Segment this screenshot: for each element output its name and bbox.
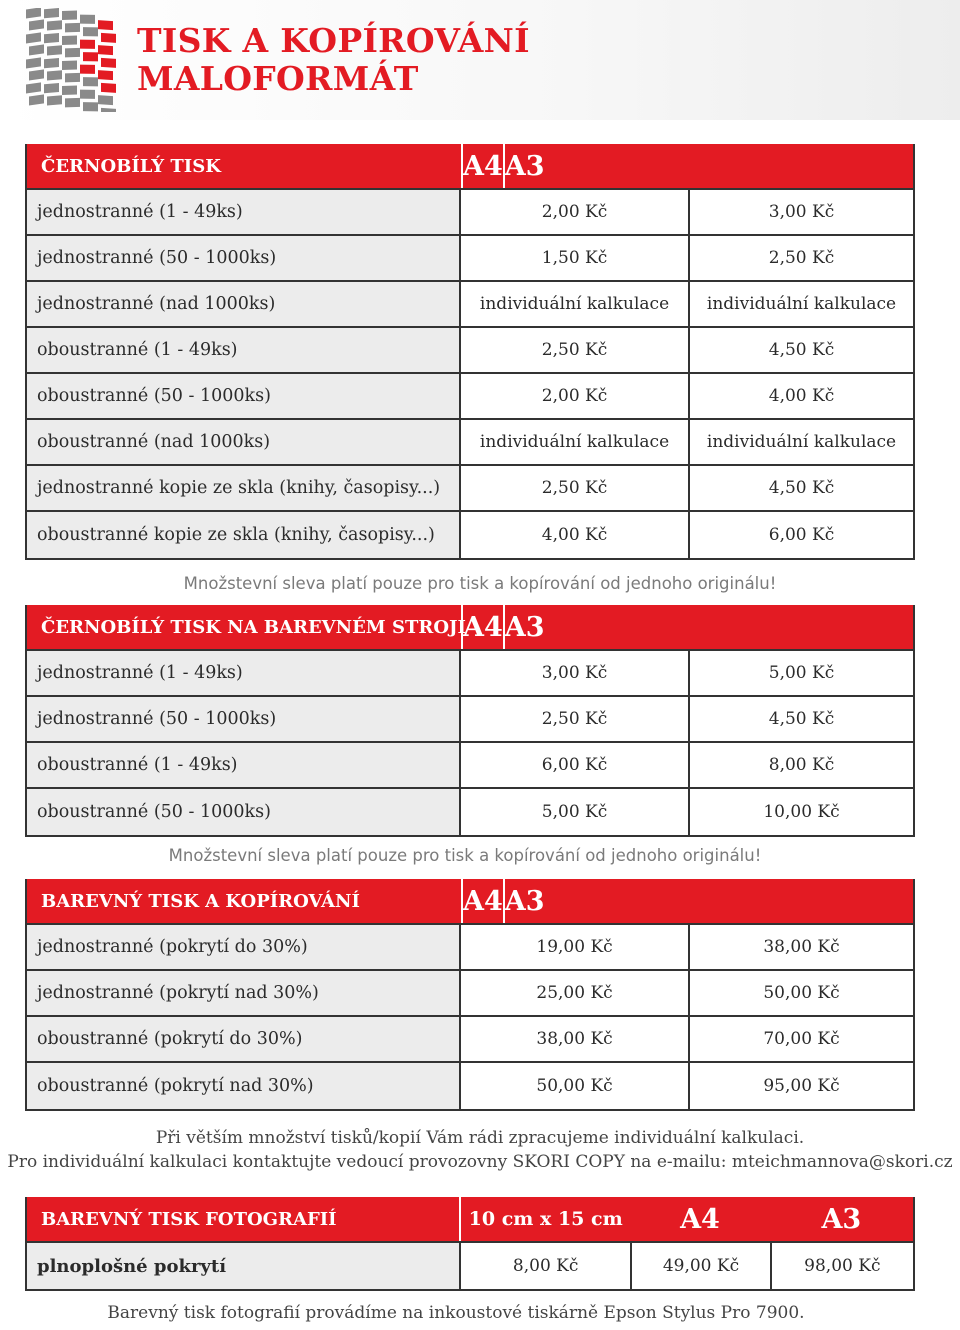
price-a3: 4,50 Kč <box>688 466 913 510</box>
photo-print-table <box>25 1197 915 1291</box>
contact-note: Pro individuální kalkulaci kontaktujte vedoucí provozovny SKORI COPY na e-mailu: mteichmannova@skori.cz <box>7 1152 953 1172</box>
col-a3-header: A3 <box>503 605 545 649</box>
price-10x15: 8,00 Kč <box>459 1243 630 1289</box>
table-row <box>27 925 913 971</box>
price-a3: individuální kalkulace <box>688 420 913 464</box>
row-label: oboustranné (pokrytí nad 30%) <box>27 1063 459 1109</box>
price-a4: 3,00 Kč <box>459 651 688 695</box>
row-label: oboustranné (pokrytí do 30%) <box>27 1017 459 1061</box>
price-a3: 38,00 Kč <box>688 925 913 969</box>
col-a3-header: A3 <box>821 1203 862 1235</box>
price-a4: 2,00 Kč <box>459 190 688 234</box>
table-row <box>27 743 913 789</box>
printer-note: Barevný tisk fotografií provádíme na inkoustové tiskárně Epson Stylus Pro 7900. <box>107 1303 805 1323</box>
section-heading: ČERNOBÍLÝ TISK <box>41 155 221 177</box>
row-label: oboustranné (1 - 49ks) <box>27 743 459 787</box>
table-row <box>27 1017 913 1063</box>
row-label: plnoplošné pokrytí <box>27 1243 459 1289</box>
price-a3: 95,00 Kč <box>688 1063 913 1109</box>
price-a4: 2,00 Kč <box>459 374 688 418</box>
price-a4: 4,00 Kč <box>459 512 688 558</box>
price-a3: 8,00 Kč <box>688 743 913 787</box>
page-title <box>137 22 530 98</box>
price-a4: 2,50 Kč <box>459 328 688 372</box>
title-line-1: TISK A KOPÍROVÁNÍ <box>137 21 530 60</box>
row-label: oboustranné (nad 1000ks) <box>27 420 459 464</box>
table-row <box>27 971 913 1017</box>
section-heading: ČERNOBÍLÝ TISK NA BAREVNÉM STROJI <box>41 616 466 638</box>
table-row <box>27 1063 913 1109</box>
price-a4: 2,50 Kč <box>459 466 688 510</box>
price-a3: 98,00 Kč <box>770 1243 913 1289</box>
price-a4: 49,00 Kč <box>630 1243 769 1289</box>
price-a3: 4,00 Kč <box>688 374 913 418</box>
price-a4: individuální kalkulace <box>459 282 688 326</box>
col-a4-header: A4 <box>461 605 503 649</box>
individual-quote-note: Při větším množství tisků/kopií Vám rádi zpracujeme individuální kalkulaci. <box>155 1128 805 1148</box>
section-heading: BAREVNÝ TISK FOTOGRAFIÍ <box>41 1208 337 1230</box>
price-a3: 3,00 Kč <box>688 190 913 234</box>
row-label: oboustranné (1 - 49ks) <box>27 328 459 372</box>
color-print-table <box>25 879 915 1111</box>
table-row <box>27 282 913 328</box>
price-a3: 70,00 Kč <box>688 1017 913 1061</box>
table-row <box>27 651 913 697</box>
table-header <box>27 879 913 925</box>
table-row <box>27 466 913 512</box>
table-row <box>27 789 913 835</box>
table-row <box>27 190 913 236</box>
price-a3: 10,00 Kč <box>688 789 913 835</box>
table-row <box>27 236 913 282</box>
row-label: oboustranné (50 - 1000ks) <box>27 374 459 418</box>
price-a4: 2,50 Kč <box>459 697 688 741</box>
row-label: jednostranné (pokrytí nad 30%) <box>27 971 459 1015</box>
row-label: jednostranné kopie ze skla (knihy, časopisy...) <box>27 466 459 510</box>
price-a3: 50,00 Kč <box>688 971 913 1015</box>
price-a4: individuální kalkulace <box>459 420 688 464</box>
row-label: jednostranné (1 - 49ks) <box>27 190 459 234</box>
company-logo <box>22 8 118 112</box>
table-header <box>27 605 913 651</box>
quantity-discount-note: Množstevní sleva platí pouze pro tisk a kopírování od jednoho originálu! <box>183 574 777 593</box>
row-label: oboustranné (50 - 1000ks) <box>27 789 459 835</box>
title-line-2: MALOFORMÁT <box>137 59 419 98</box>
col-a4-header: A4 <box>461 879 503 923</box>
row-label: oboustranné kopie ze skla (knihy, časopisy...) <box>27 512 459 558</box>
price-a3: 4,50 Kč <box>688 697 913 741</box>
price-a3: individuální kalkulace <box>688 282 913 326</box>
row-label: jednostranné (pokrytí do 30%) <box>27 925 459 969</box>
row-label: jednostranné (1 - 49ks) <box>27 651 459 695</box>
col-10x15-header: 10 cm x 15 cm <box>459 1197 630 1241</box>
bw-print-table <box>25 144 915 560</box>
table-row <box>27 697 913 743</box>
price-a4: 38,00 Kč <box>459 1017 688 1061</box>
bw-on-color-table <box>25 605 915 837</box>
price-a3: 6,00 Kč <box>688 512 913 558</box>
table-row <box>27 512 913 558</box>
table-header <box>27 1197 913 1243</box>
row-label: jednostranné (50 - 1000ks) <box>27 236 459 280</box>
price-a4: 6,00 Kč <box>459 743 688 787</box>
price-a4: 50,00 Kč <box>459 1063 688 1109</box>
price-a4: 1,50 Kč <box>459 236 688 280</box>
table-header <box>27 144 913 190</box>
col-a4-header: A4 <box>461 144 503 188</box>
table-row <box>27 374 913 420</box>
col-a3-header: A3 <box>503 144 545 188</box>
table-row <box>27 420 913 466</box>
quantity-discount-note: Množstevní sleva platí pouze pro tisk a kopírování od jednoho originálu! <box>168 846 762 865</box>
table-row <box>27 1243 913 1289</box>
row-label: jednostranné (nad 1000ks) <box>27 282 459 326</box>
price-a3: 4,50 Kč <box>688 328 913 372</box>
price-a3: 2,50 Kč <box>688 236 913 280</box>
price-a4: 5,00 Kč <box>459 789 688 835</box>
price-a4: 19,00 Kč <box>459 925 688 969</box>
price-a3: 5,00 Kč <box>688 651 913 695</box>
price-a4: 25,00 Kč <box>459 971 688 1015</box>
row-label: jednostranné (50 - 1000ks) <box>27 697 459 741</box>
table-row <box>27 328 913 374</box>
section-heading: BAREVNÝ TISK A KOPÍROVÁNÍ <box>41 890 360 912</box>
col-a4-header: A4 <box>680 1203 720 1235</box>
col-a3-header: A3 <box>503 879 545 923</box>
